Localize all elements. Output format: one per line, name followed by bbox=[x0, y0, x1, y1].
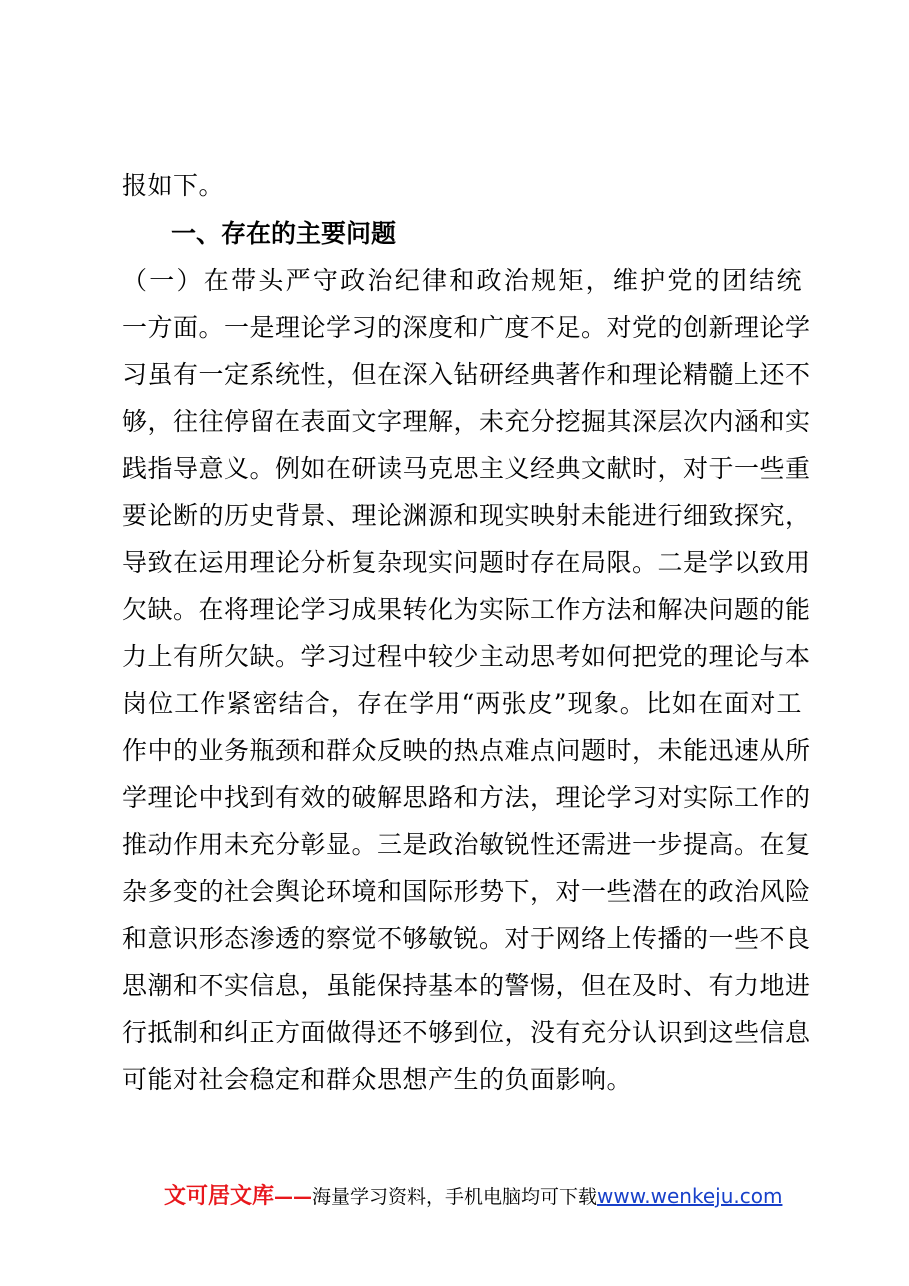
body-line: 学理论中找到有效的破解思路和方法，理论学习对实际工作的 bbox=[122, 783, 811, 812]
body-line: 杂多变的社会舆论环境和国际形势下，对一些潜在的政治风险 bbox=[122, 877, 811, 906]
body-line: 推动作用未充分彰显。三是政治敏锐性还需进一步提高。在复 bbox=[122, 830, 811, 859]
body-line: 要论断的历史背景、理论渊源和现实映射未能进行细致探究， bbox=[122, 501, 811, 530]
footer-url-link[interactable]: www.wenkeju.com bbox=[597, 1184, 783, 1208]
paragraph-top-line: 报如下。 bbox=[122, 171, 225, 200]
body-line: 够，往往停留在表面文字理解，未充分挖掘其深层次内涵和实 bbox=[122, 407, 811, 436]
body-line: 一方面。一是理论学习的深度和广度不足。对党的创新理论学 bbox=[122, 313, 811, 342]
body-line: 导致在运用理论分析复杂现实问题时存在局限。二是学以致用 bbox=[122, 548, 811, 577]
body-line: 作中的业务瓶颈和群众反映的热点难点问题时，未能迅速从所 bbox=[122, 736, 811, 765]
body-line: （一）在带头严守政治纪律和政治规矩，维护党的团结统 bbox=[122, 266, 802, 295]
body-line: 岗位工作紧密结合，存在学用“两张皮”现象。比如在面对工 bbox=[122, 689, 802, 718]
footer-slogan: 海量学习资料，手机电脑均可下载 bbox=[312, 1186, 598, 1208]
section-heading: 一、存在的主要问题 bbox=[171, 219, 397, 248]
footer-watermark bbox=[164, 1180, 784, 1212]
footer-brand: 文可居文库 bbox=[164, 1184, 275, 1209]
footer-dash: —— bbox=[274, 1186, 313, 1208]
body-line: 思潮和不实信息，虽能保持基本的警惕，但在及时、有力地进 bbox=[122, 971, 811, 1000]
body-line: 行抵制和纠正方面做得还不够到位，没有充分认识到这些信息 bbox=[122, 1018, 811, 1047]
body-line: 欠缺。在将理论学习成果转化为实际工作方法和解决问题的能 bbox=[122, 595, 811, 624]
body-line: 习虽有一定系统性，但在深入钻研经典著作和理论精髓上还不 bbox=[122, 360, 811, 389]
body-line: 力上有所欠缺。学习过程中较少主动思考如何把党的理论与本 bbox=[122, 642, 811, 671]
body-line: 践指导意义。例如在研读马克思主义经典文献时，对于一些重 bbox=[122, 454, 811, 483]
body-line: 可能对社会稳定和群众思想产生的负面影响。 bbox=[122, 1065, 633, 1094]
body-line: 和意识形态渗透的察觉不够敏锐。对于网络上传播的一些不良 bbox=[122, 924, 811, 953]
